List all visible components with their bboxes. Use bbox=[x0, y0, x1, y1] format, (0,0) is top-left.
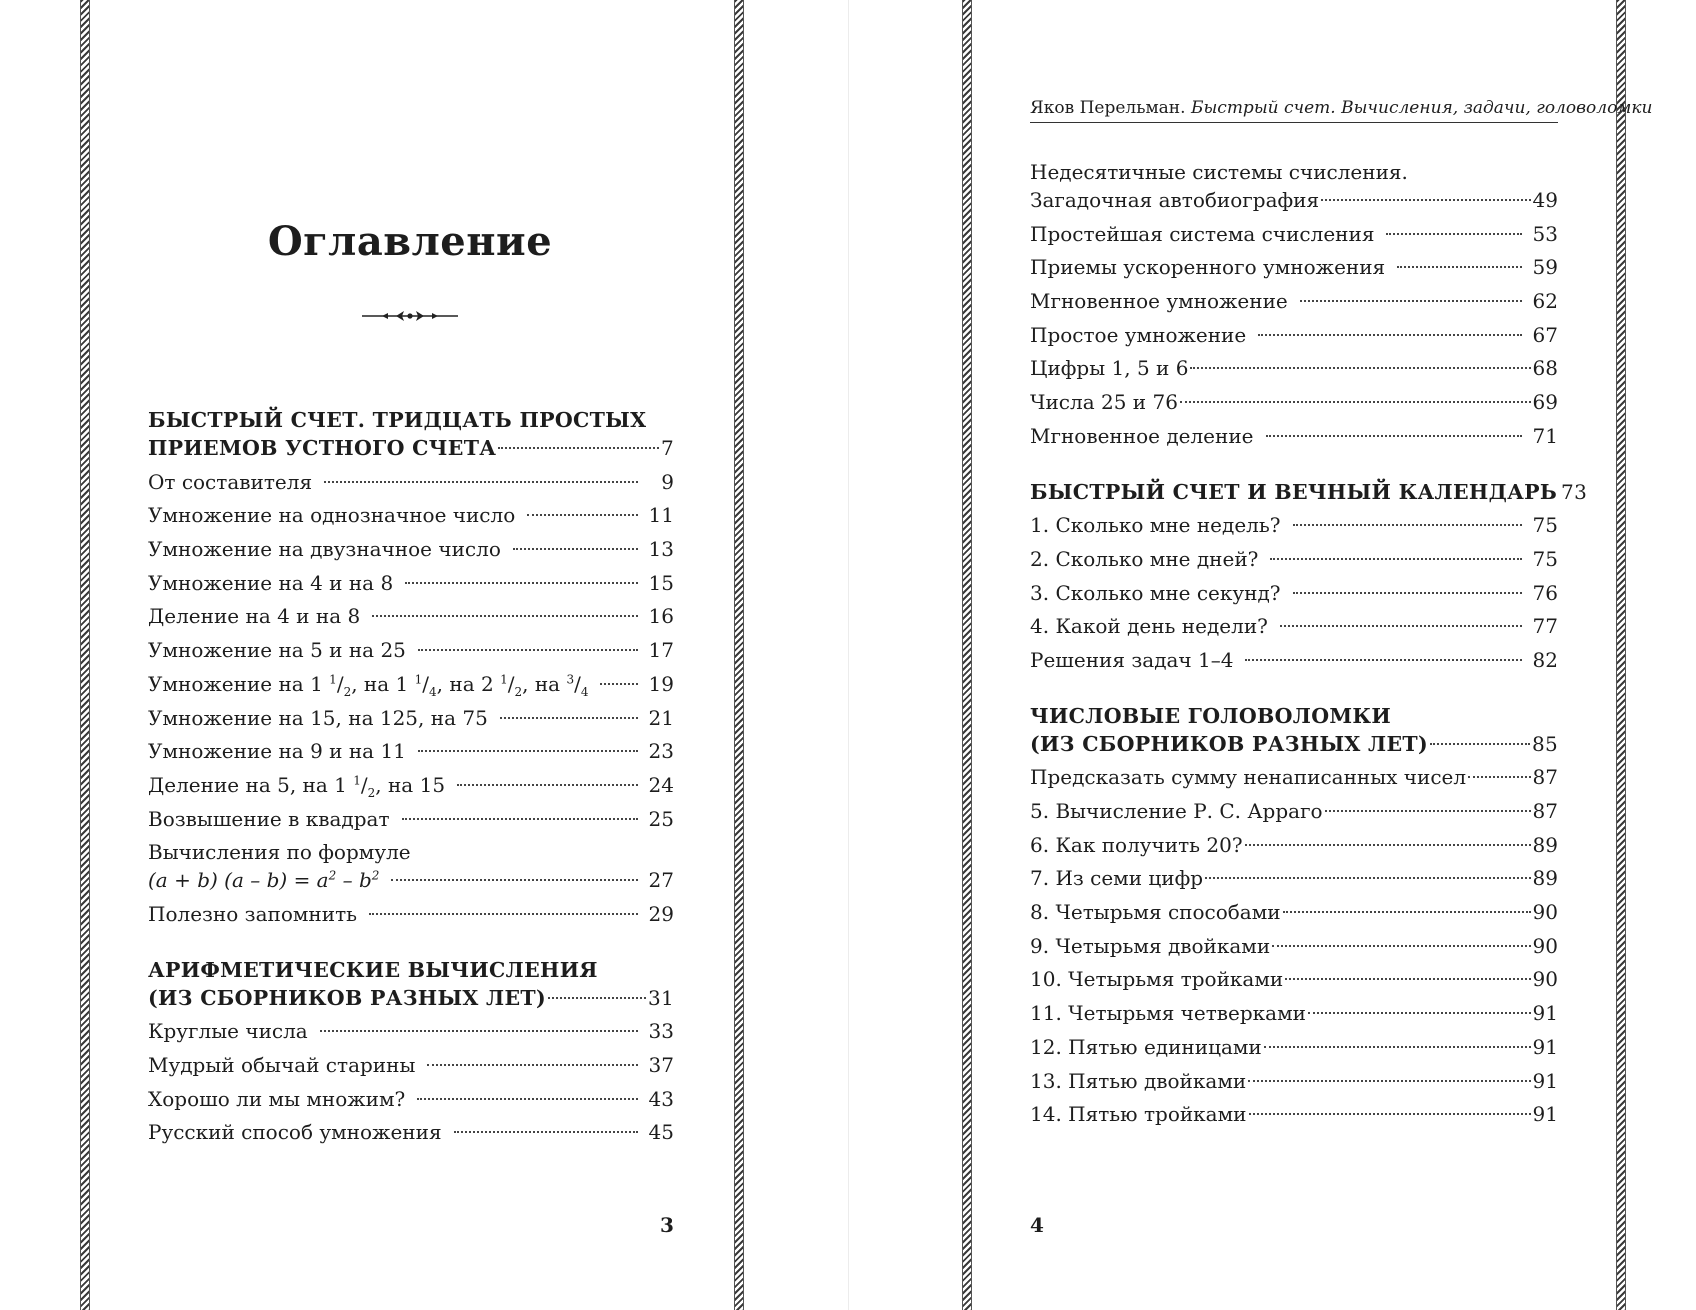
page-ref: 85 bbox=[1531, 731, 1558, 756]
dot-leader bbox=[1258, 334, 1522, 336]
dot-leader bbox=[513, 548, 638, 550]
toc-entry[interactable] bbox=[148, 737, 674, 766]
dot-leader bbox=[418, 750, 638, 752]
rope-border-right-inner bbox=[962, 0, 972, 1310]
toc-entry[interactable] bbox=[148, 535, 674, 564]
rope-border-right-outer bbox=[1616, 0, 1626, 1310]
page-ref: 90 bbox=[1532, 967, 1558, 992]
dot-leader bbox=[1249, 1113, 1531, 1115]
page-number: 3 bbox=[660, 1213, 674, 1237]
rope-border-left-outer bbox=[80, 0, 90, 1310]
dot-leader bbox=[1264, 1046, 1531, 1048]
page-ref: 9 bbox=[661, 469, 674, 494]
toc-entry[interactable] bbox=[1030, 999, 1558, 1028]
page-ref: 62 bbox=[1532, 289, 1558, 314]
running-head-author: Яков Перельман. bbox=[1030, 98, 1191, 118]
entry-label: 13. Пятью двойками bbox=[1030, 1068, 1247, 1093]
entry-label: 3. Сколько мне секунд? bbox=[1030, 580, 1281, 605]
page-ref: 37 bbox=[648, 1053, 674, 1077]
dot-leader bbox=[1468, 776, 1530, 778]
entry-label: Умножение на 15, на 125, на 75 bbox=[148, 705, 488, 730]
dot-leader bbox=[1180, 401, 1531, 403]
dot-leader bbox=[527, 514, 638, 516]
section-heading-cont: (ИЗ СБОРНИКОВ РАЗНЫХ ЛЕТ) bbox=[148, 985, 546, 1010]
entry-label: 8. Четырьмя способами bbox=[1030, 900, 1281, 925]
toc-entry[interactable] bbox=[1030, 545, 1558, 574]
dot-leader bbox=[1280, 625, 1522, 627]
toc-entry[interactable] bbox=[1030, 763, 1558, 792]
toc-entry[interactable] bbox=[1030, 831, 1558, 860]
page-ref: 91 bbox=[1532, 1102, 1558, 1127]
toc-entry[interactable] bbox=[1030, 422, 1558, 451]
entry-label: Умножение на 9 и на 11 bbox=[148, 739, 406, 764]
dot-leader bbox=[1205, 877, 1530, 879]
toc-entry[interactable] bbox=[1030, 220, 1558, 249]
section-heading: ЧИСЛОВЫЕ ГОЛОВОЛОМКИ bbox=[1030, 703, 1391, 728]
entry-label: Решения задач 1–4 bbox=[1030, 647, 1234, 672]
entry-label: Цифры 1, 5 и 6 bbox=[1030, 356, 1189, 381]
page-ref: 77 bbox=[1532, 614, 1558, 639]
entry-label-fractions: Деление на 5, на 1 $^1/_2$, на 15 bbox=[148, 772, 446, 800]
toc-entry[interactable] bbox=[148, 984, 674, 1013]
dot-leader bbox=[402, 818, 638, 820]
toc-entry[interactable] bbox=[148, 468, 674, 497]
entry-label: От составителя bbox=[148, 469, 313, 494]
entry-label: Умножение на двузначное число bbox=[148, 537, 501, 562]
gutter bbox=[848, 0, 849, 1310]
entry-label: 7. Из семи цифр bbox=[1030, 866, 1204, 891]
section-gap bbox=[1030, 456, 1558, 478]
dot-leader bbox=[1300, 300, 1522, 302]
rope-border-left-inner bbox=[734, 0, 744, 1310]
page-ref: 31 bbox=[647, 985, 674, 1010]
page-ref: 15 bbox=[648, 570, 674, 595]
toc-entry[interactable] bbox=[1030, 511, 1558, 540]
toc-entry[interactable] bbox=[1030, 321, 1558, 350]
page-ref: 69 bbox=[1532, 390, 1558, 415]
toc-entry[interactable] bbox=[148, 900, 674, 929]
toc-entry[interactable] bbox=[148, 636, 674, 665]
toc-entry[interactable] bbox=[1030, 253, 1558, 282]
page-ref: 21 bbox=[648, 705, 674, 730]
section-heading-cont: ПРИЕМОВ УСТНОГО СЧЕТА bbox=[148, 436, 497, 460]
section-gap bbox=[148, 934, 674, 956]
running-head bbox=[1030, 98, 1653, 123]
entry-label: Умножение на 5 и на 25 bbox=[148, 638, 406, 663]
toc-entry[interactable] bbox=[148, 1017, 674, 1046]
dot-leader bbox=[1325, 810, 1531, 812]
page-ref: 68 bbox=[1532, 356, 1558, 381]
page-ref: 90 bbox=[1532, 933, 1558, 958]
entry-label-line1: Недесятичные системы счисления. bbox=[1030, 160, 1408, 184]
dot-leader bbox=[500, 717, 638, 719]
dot-leader bbox=[1430, 743, 1530, 745]
page-ref: 91 bbox=[1532, 1034, 1558, 1059]
formula-label: (a + b) $(a - b) = a^2 - b^2$ bbox=[148, 868, 380, 893]
toc-entry[interactable] bbox=[1030, 1067, 1558, 1096]
entry-label-fractions: Умножение на 1 $^1/_2$, на 1 $^1/_4$, на 2 $^1/_2$, на $^3/_4$ bbox=[148, 671, 589, 699]
toc-entry[interactable] bbox=[1030, 730, 1558, 759]
page-ref: 71 bbox=[1532, 423, 1558, 448]
page-ref: 91 bbox=[1532, 1068, 1558, 1093]
dot-leader bbox=[1308, 1012, 1531, 1014]
page-ref: 29 bbox=[648, 901, 674, 926]
page-ref: 91 bbox=[1532, 1001, 1558, 1026]
entry-label: 2. Сколько мне дней? bbox=[1030, 546, 1259, 571]
toc-entry[interactable] bbox=[148, 704, 674, 733]
entry-label: Деление на 4 и на 8 bbox=[148, 604, 361, 629]
toc-entry[interactable] bbox=[1030, 354, 1558, 383]
toc-entry[interactable] bbox=[148, 866, 674, 895]
dot-leader bbox=[1245, 659, 1522, 661]
toc-entry[interactable] bbox=[148, 771, 674, 800]
page-ref: 87 bbox=[1532, 799, 1558, 823]
dot-leader bbox=[418, 649, 638, 651]
dot-leader bbox=[427, 1064, 638, 1066]
page-ref: 76 bbox=[1532, 580, 1558, 605]
toc-entry[interactable] bbox=[1030, 612, 1558, 641]
page-ref: 16 bbox=[648, 604, 674, 629]
dot-leader bbox=[1321, 199, 1530, 201]
dot-leader bbox=[1272, 945, 1530, 947]
page-ref: 59 bbox=[1532, 255, 1558, 280]
dot-leader bbox=[457, 784, 638, 786]
dot-leader bbox=[372, 615, 638, 617]
page-ref: 82 bbox=[1532, 647, 1558, 672]
entry-label: 14. Пятью тройками bbox=[1030, 1102, 1247, 1127]
entry-label: Простое умножение bbox=[1030, 322, 1247, 347]
page-number: 4 bbox=[1030, 1213, 1044, 1237]
entry-label: Мудрый обычай старины bbox=[148, 1053, 416, 1077]
entry-label: 1. Сколько мне недель? bbox=[1030, 513, 1281, 538]
toc-entry[interactable] bbox=[1030, 646, 1558, 675]
page-ref: 33 bbox=[648, 1019, 674, 1044]
dot-leader bbox=[417, 1098, 638, 1100]
entry-label: Простейшая система счисления bbox=[1030, 221, 1375, 246]
toc-entry[interactable] bbox=[148, 670, 674, 699]
page-ref: 90 bbox=[1532, 900, 1558, 925]
page-ref: 24 bbox=[648, 772, 674, 797]
dot-leader bbox=[1266, 435, 1522, 437]
page-ref: 87 bbox=[1532, 765, 1558, 790]
toc-entry[interactable] bbox=[148, 602, 674, 631]
running-head-title: Быстрый счет. Вычисления, задачи, головоломки bbox=[1190, 98, 1653, 118]
entry-label: Умножение на однозначное число bbox=[148, 503, 516, 528]
dot-leader bbox=[548, 997, 646, 999]
toc-entry[interactable] bbox=[1030, 797, 1558, 826]
toc-entry[interactable] bbox=[148, 805, 674, 834]
entry-label: 12. Пятью единицами bbox=[1030, 1034, 1262, 1059]
toc-entry[interactable] bbox=[1030, 388, 1558, 417]
entry-label: Возвышение в квадрат bbox=[148, 806, 390, 831]
entry-label: Предсказать сумму ненаписанных чисел bbox=[1030, 765, 1467, 790]
toc-entry[interactable] bbox=[148, 569, 674, 598]
page-ref: 53 bbox=[1532, 221, 1558, 246]
entry-label: Умножение на 4 и на 8 bbox=[148, 570, 394, 595]
toc-entry[interactable] bbox=[1030, 932, 1558, 961]
page-ref: 27 bbox=[648, 868, 674, 893]
page-ref: 17 bbox=[648, 638, 674, 663]
entry-label: Хорошо ли мы множим? bbox=[148, 1086, 406, 1111]
dot-leader bbox=[1285, 978, 1530, 980]
dot-leader bbox=[1386, 233, 1522, 235]
toc-entry[interactable] bbox=[1030, 898, 1558, 927]
entry-label: Мгновенное умножение bbox=[1030, 289, 1288, 314]
entry-label: Круглые числа bbox=[148, 1019, 308, 1044]
toc-entry[interactable] bbox=[1030, 478, 1558, 507]
dot-leader bbox=[600, 683, 638, 685]
entry-label: 10. Четырьмя тройками bbox=[1030, 967, 1284, 992]
toc-right-list bbox=[1030, 158, 1558, 1134]
page-ref: 25 bbox=[648, 806, 674, 831]
entry-label: Приемы ускоренного умножения bbox=[1030, 255, 1386, 280]
toc-entry[interactable] bbox=[148, 1118, 674, 1147]
dot-leader bbox=[405, 582, 638, 584]
entry-label: 5. Вычисление Р. С. Арраго bbox=[1030, 799, 1323, 823]
dot-leader bbox=[1283, 911, 1531, 913]
dot-leader bbox=[1245, 844, 1531, 846]
entry-label-line1: Вычисления по формуле bbox=[148, 840, 411, 865]
entry-label: Полезно запомнить bbox=[148, 901, 358, 926]
page-ref: 45 bbox=[648, 1120, 674, 1145]
page-ref: 43 bbox=[648, 1086, 674, 1111]
entry-label: 9. Четырьмя двойками bbox=[1030, 933, 1271, 958]
toc-entry[interactable] bbox=[148, 1085, 674, 1114]
dot-leader bbox=[1270, 558, 1522, 560]
entry-label: Числа 25 и 76 bbox=[1030, 390, 1178, 415]
page-ref: 89 bbox=[1532, 866, 1558, 891]
page-ref: 13 bbox=[648, 537, 674, 562]
toc-entry[interactable] bbox=[1030, 186, 1558, 215]
dot-leader bbox=[1293, 592, 1522, 594]
toc-entry[interactable] bbox=[148, 434, 674, 463]
toc-entry[interactable] bbox=[148, 501, 674, 530]
page-ref: 89 bbox=[1532, 832, 1558, 857]
entry-label: Мгновенное деление bbox=[1030, 423, 1254, 448]
dot-leader bbox=[454, 1131, 638, 1133]
page-ref: 11 bbox=[648, 503, 674, 528]
section-gap bbox=[1030, 680, 1558, 702]
toc-left-list bbox=[148, 406, 674, 1152]
toc-title: Оглавление bbox=[267, 218, 553, 265]
dot-leader bbox=[1397, 266, 1522, 268]
dot-leader bbox=[1293, 524, 1523, 526]
entry-label: Русский способ умножения bbox=[148, 1120, 442, 1145]
page-ref: 67 bbox=[1532, 322, 1558, 347]
entry-label: 11. Четырьмя четверками bbox=[1030, 1001, 1306, 1026]
toc-entry[interactable] bbox=[148, 1051, 674, 1080]
section-heading: БЫСТРЫЙ СЧЕТ И ВЕЧНЫЙ КАЛЕНДАРЬ bbox=[1030, 479, 1558, 504]
entry-label: Загадочная автобиография bbox=[1030, 188, 1320, 212]
section-heading: АРИФМЕТИЧЕСКИЕ ВЫЧИСЛЕНИЯ bbox=[148, 957, 598, 982]
page-ref: 75 bbox=[1532, 546, 1558, 571]
toc-entry[interactable] bbox=[1030, 864, 1558, 893]
page-ref: 19 bbox=[648, 671, 674, 696]
toc-entry[interactable] bbox=[1030, 1033, 1558, 1062]
page-ref: 75 bbox=[1532, 513, 1558, 538]
dot-leader bbox=[1248, 1080, 1530, 1082]
dot-leader bbox=[324, 481, 638, 483]
toc-entry[interactable] bbox=[1030, 287, 1558, 316]
section-heading: БЫСТРЫЙ СЧЕТ. ТРИДЦАТЬ ПРОСТЫХ bbox=[148, 408, 647, 432]
toc-entry[interactable] bbox=[1030, 965, 1558, 994]
dot-leader bbox=[391, 879, 638, 881]
toc-entry[interactable] bbox=[1030, 579, 1558, 608]
entry-label: 4. Какой день недели? bbox=[1030, 614, 1268, 639]
dot-leader bbox=[498, 447, 659, 449]
dot-leader bbox=[320, 1030, 638, 1032]
ornament-divider-icon bbox=[360, 306, 460, 326]
page-ref: 7 bbox=[660, 436, 674, 460]
page-ref: 49 bbox=[1532, 188, 1558, 212]
dot-leader bbox=[369, 913, 638, 915]
entry-label: 6. Как получить 20? bbox=[1030, 832, 1243, 857]
section-heading-cont: (ИЗ СБОРНИКОВ РАЗНЫХ ЛЕТ) bbox=[1030, 731, 1428, 756]
page-ref: 23 bbox=[648, 739, 674, 764]
toc-entry[interactable] bbox=[1030, 1100, 1558, 1129]
dot-leader bbox=[1190, 367, 1530, 369]
